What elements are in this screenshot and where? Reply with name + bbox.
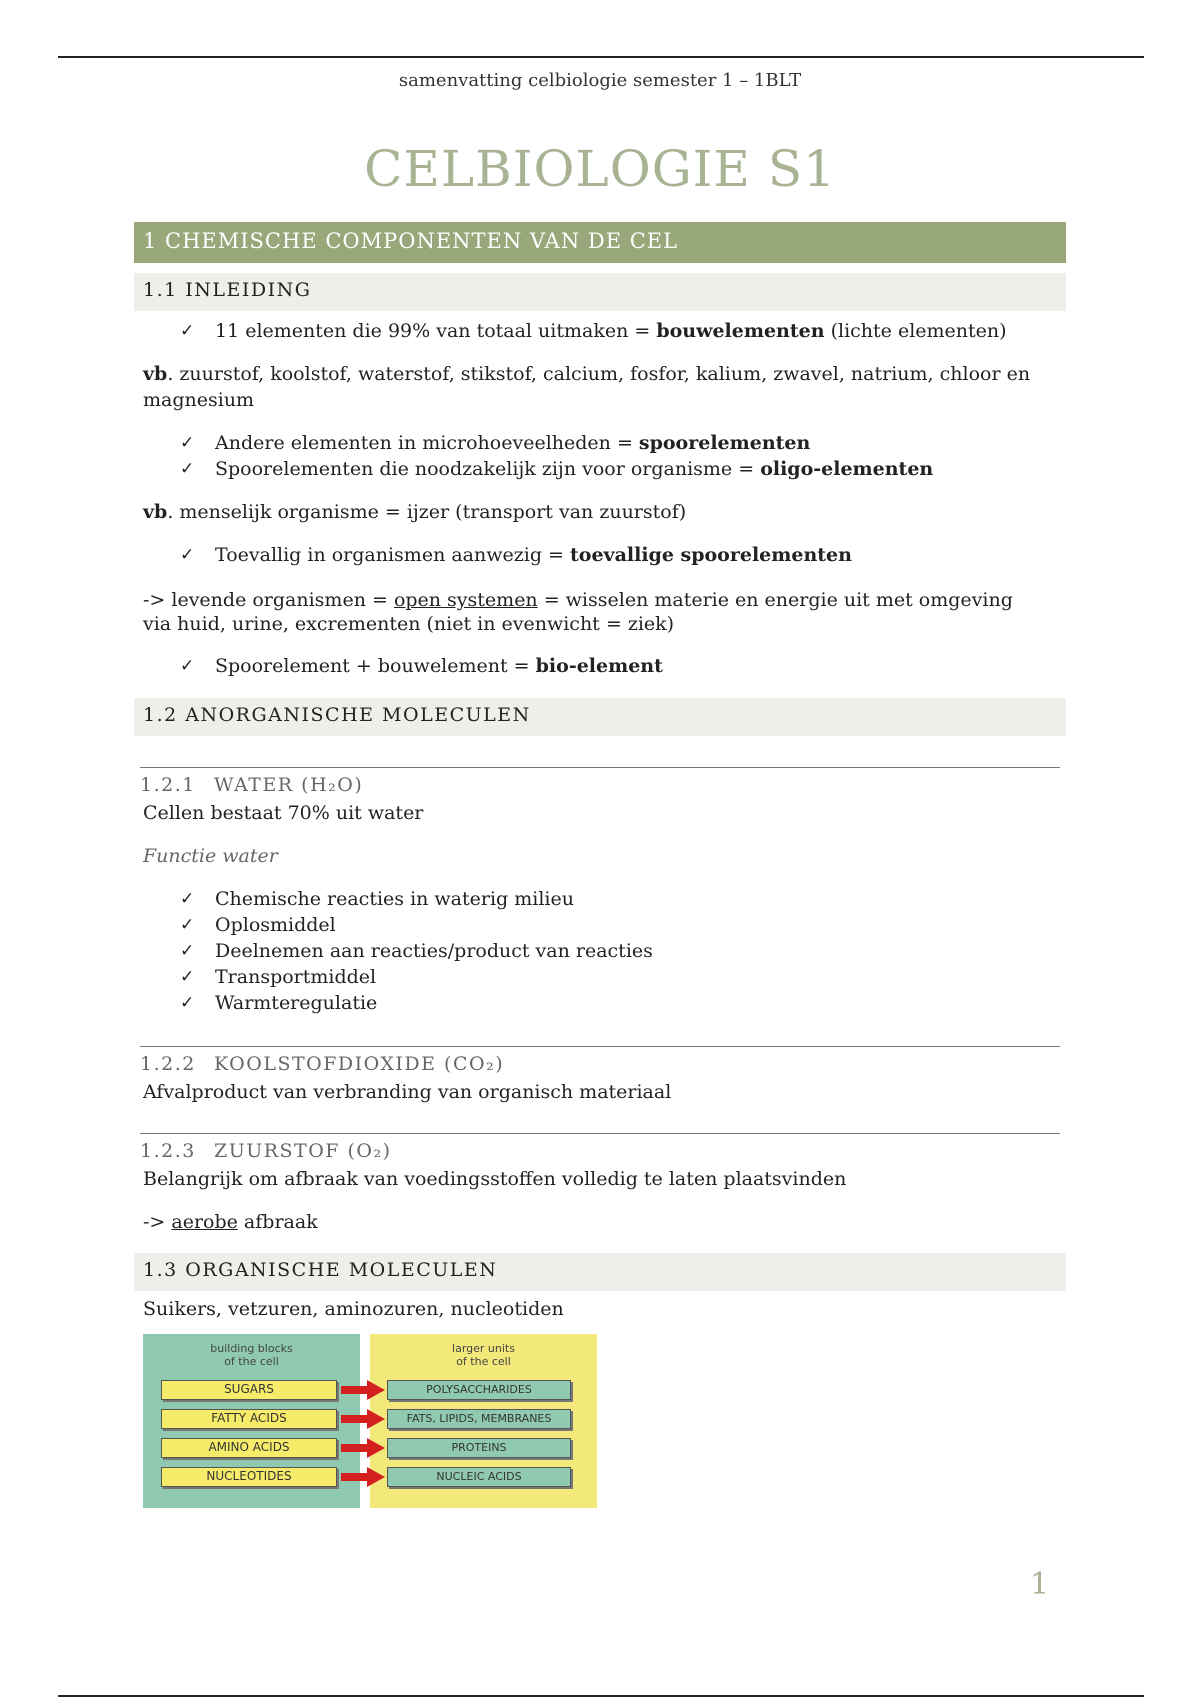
larger-unit-fats-lipids-membranes: FATS, LIPIDS, MEMBRANES — [387, 1409, 571, 1429]
list-item: ✓ Spoorelement + bouwelement = bio-element — [180, 655, 663, 677]
organic-molecules-text: Suikers, vetzuren, aminozuren, nucleotiden — [143, 1298, 564, 1320]
co2-text: Afvalproduct van verbranding van organisch materiaal — [143, 1081, 672, 1103]
subsection-heading-o2: 1.2.3 ZUURSTOF (O₂) — [140, 1133, 1060, 1162]
list-item: ✓ Andere elementen in microhoeveelheden = spoorelementen — [180, 432, 811, 454]
aerobe-text: -> aerobe afbraak — [143, 1211, 318, 1233]
list-item: ✓ Deelnemen aan reacties/product van reacties — [180, 940, 653, 962]
list-item: ✓ Chemische reacties in waterig milieu — [180, 888, 574, 910]
arrow-right-icon — [341, 1438, 385, 1458]
section-heading-1-2: 1.2 ANORGANISCHE MOLECULEN — [134, 698, 1066, 736]
page-number: 1 — [1030, 1567, 1050, 1602]
checkmark-icon: ✓ — [180, 545, 195, 565]
building-blocks-heading: building blocks of the cell — [210, 1342, 293, 1368]
checkmark-icon: ✓ — [180, 993, 195, 1013]
list-item: ✓ Spoorelementen die noodzakelijk zijn voor organisme = oligo-elementen — [180, 458, 934, 480]
arrow-right-icon — [341, 1409, 385, 1429]
list-item: ✓ Transportmiddel — [180, 966, 377, 988]
checkmark-icon: ✓ — [180, 433, 195, 453]
list-item: ✓ Oplosmiddel — [180, 914, 336, 936]
example-paragraph: vb. zuurstof, koolstof, waterstof, stikstof, calcium, fosfor, kalium, zwavel, natrium, chloor en magnesium — [143, 363, 1031, 411]
open-systems-paragraph: -> levende organismen = open systemen = wisselen materie en energie uit met omgeving via huid, urine, excrementen (niet in evenwicht = ziek) — [143, 589, 1013, 635]
check-list — [134, 430, 1066, 482]
checkmark-icon: ✓ — [180, 915, 195, 935]
checkmark-icon: ✓ — [180, 459, 195, 479]
check-list — [134, 653, 1066, 679]
subsection-heading-water: 1.2.1 WATER (H₂O) — [140, 767, 1060, 796]
building-blocks-figure — [143, 1334, 597, 1508]
arrow-right-icon — [341, 1467, 385, 1487]
list-item: ✓ Toevallig in organismen aanwezig = toevallige spoorelementen — [180, 544, 852, 566]
list-item: ✓ 11 elementen die 99% van totaal uitmaken = bouwelementen (lichte elementen) — [180, 320, 1007, 342]
example-paragraph: vb. menselijk organisme = ijzer (transport van zuurstof) — [143, 501, 687, 523]
check-list — [134, 318, 1066, 344]
building-block-nucleotides: NUCLEOTIDES — [161, 1467, 337, 1487]
building-block-sugars: SUGARS — [161, 1380, 337, 1400]
checkmark-icon: ✓ — [180, 321, 195, 341]
footer-rule — [58, 1695, 1144, 1697]
larger-unit-proteins: PROTEINS — [387, 1438, 571, 1458]
o2-text: Belangrijk om afbraak van voedingsstoffen volledig te laten plaatsvinden — [143, 1168, 847, 1190]
larger-units-heading: larger units of the cell — [452, 1342, 515, 1368]
building-block-fatty-acids: FATTY ACIDS — [161, 1409, 337, 1429]
section-heading-1-3: 1.3 ORGANISCHE MOLECULEN — [134, 1253, 1066, 1291]
list-item: ✓ Warmteregulatie — [180, 992, 378, 1014]
chapter-heading: 1 CHEMISCHE COMPONENTEN VAN DE CEL — [134, 222, 1066, 263]
checkmark-icon: ✓ — [180, 656, 195, 676]
water-text: Cellen bestaat 70% uit water — [143, 802, 424, 824]
section-heading-1-1: 1.1 INLEIDING — [134, 273, 1066, 311]
building-block-amino-acids: AMINO ACIDS — [161, 1438, 337, 1458]
checkmark-icon: ✓ — [180, 967, 195, 987]
larger-unit-polysaccharides: POLYSACCHARIDES — [387, 1380, 571, 1400]
subsection-heading-co2: 1.2.2 KOOLSTOFDIOXIDE (CO₂) — [140, 1046, 1060, 1075]
function-label: Functie water — [143, 845, 278, 867]
document-body — [134, 222, 1066, 1508]
checkmark-icon: ✓ — [180, 889, 195, 909]
header-rule — [58, 56, 1144, 58]
check-list — [134, 542, 1066, 568]
arrow-right-icon — [341, 1380, 385, 1400]
running-header: samenvatting celbiologie semester 1 – 1BLT — [398, 70, 802, 91]
checkmark-icon: ✓ — [180, 941, 195, 961]
larger-unit-nucleic-acids: NUCLEIC ACIDS — [387, 1467, 571, 1487]
water-function-list — [134, 886, 1066, 1016]
document-title: CELBIOLOGIE S1 — [364, 140, 836, 198]
